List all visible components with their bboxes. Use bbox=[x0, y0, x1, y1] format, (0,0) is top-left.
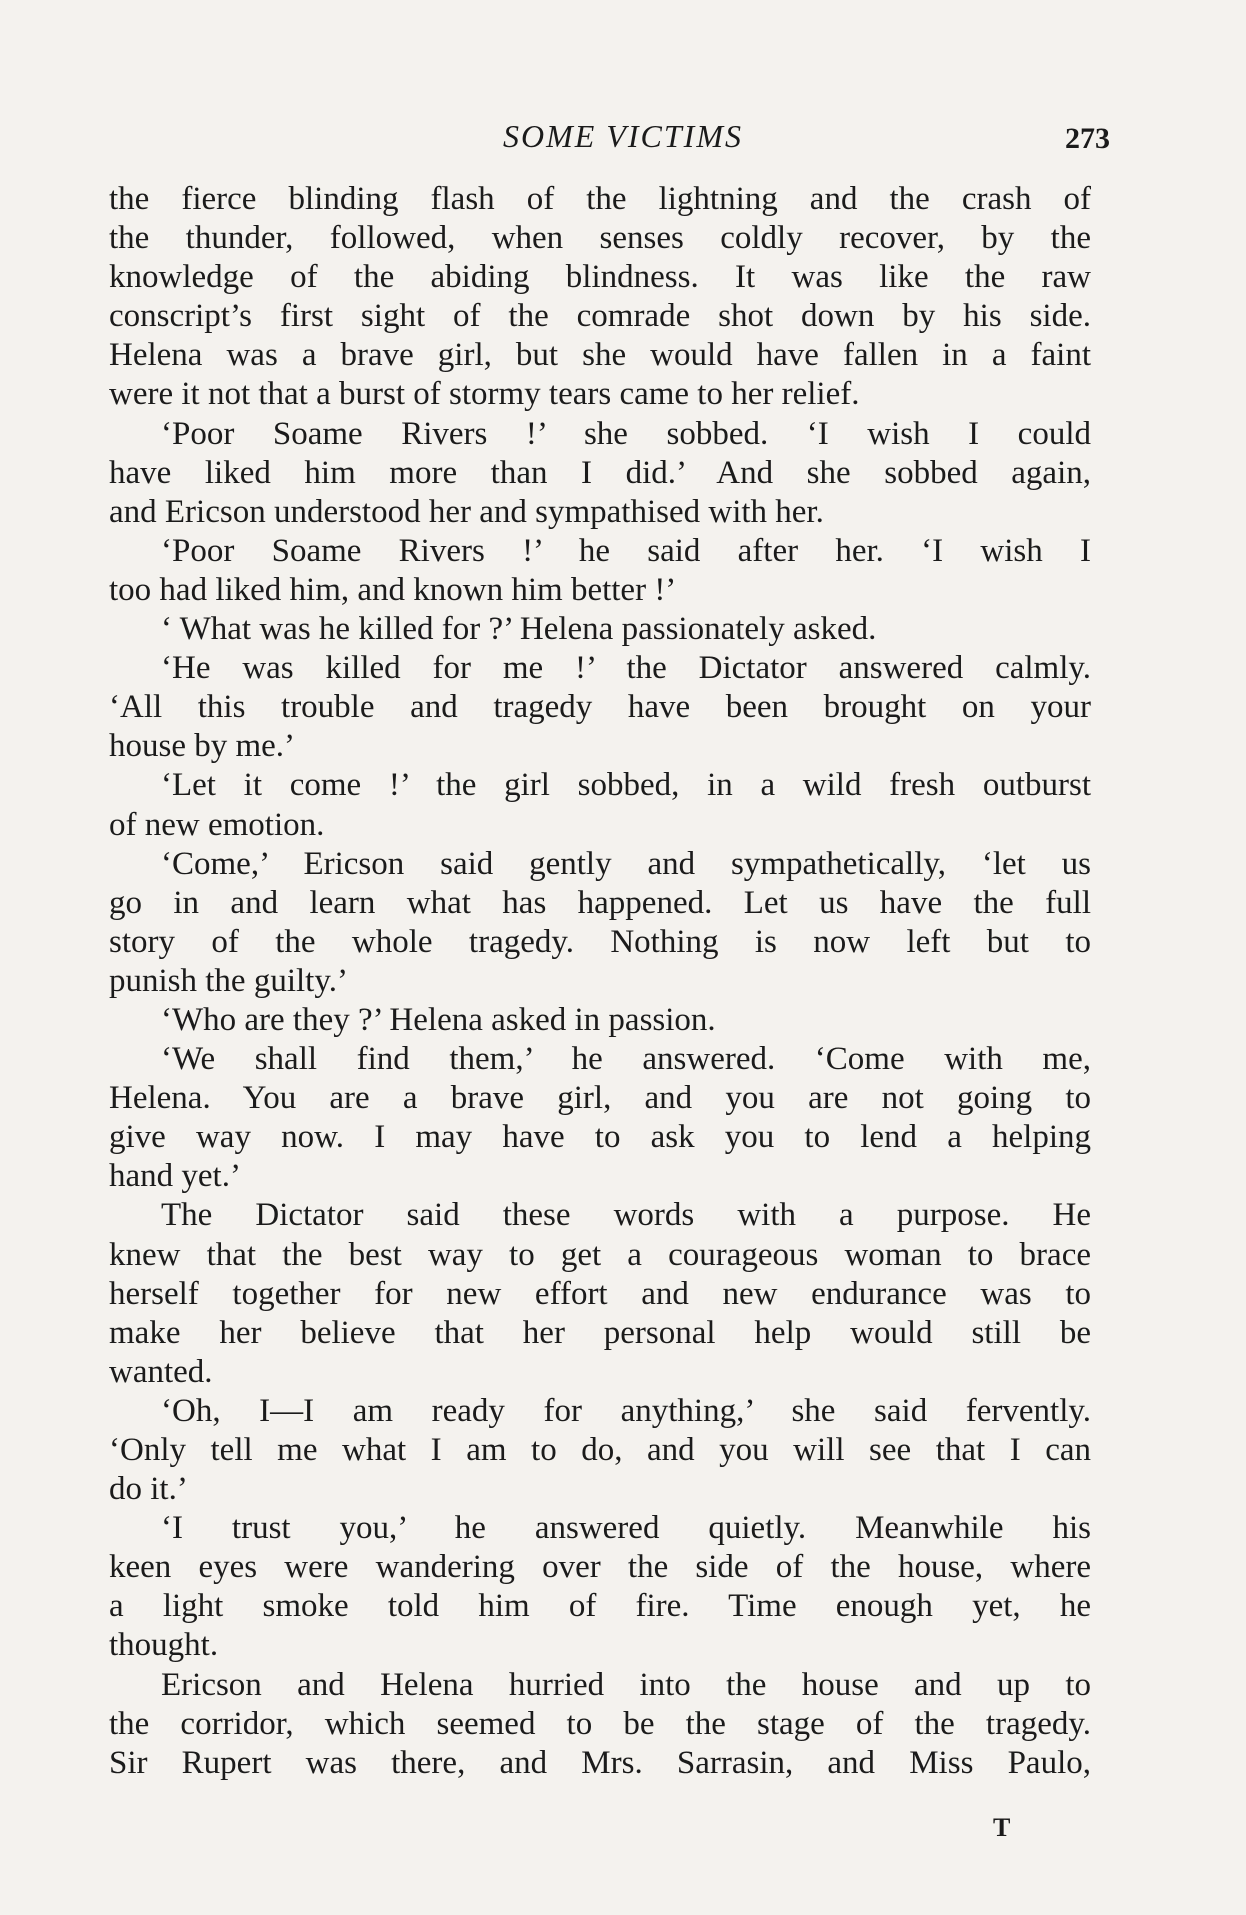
text-line: thought. bbox=[109, 1627, 219, 1664]
text-line: house by me.’ bbox=[109, 728, 296, 765]
text-line: do it.’ bbox=[109, 1471, 188, 1508]
page-header bbox=[0, 118, 1246, 158]
text-line: and Ericson understood her and sympathised with her. bbox=[109, 493, 824, 530]
text-line: Ericson and Helena hurried into the house and up to bbox=[161, 1666, 1091, 1703]
text-line: Helena was a brave girl, but she would have fallen in a faint bbox=[109, 337, 1091, 374]
text-line: too had liked him, and known him better !’ bbox=[109, 571, 677, 608]
text-line: ‘ What was he killed for ?’ Helena passionately asked. bbox=[161, 611, 877, 648]
text-line: ‘Poor Soame Rivers !’ he said after her. ‘I wish I bbox=[161, 532, 1091, 569]
text-line: knew that the best way to get a courageous woman to brace bbox=[109, 1236, 1091, 1273]
text-line: ‘Let it come !’ the girl sobbed, in a wild fresh outburst bbox=[161, 767, 1091, 804]
body-text bbox=[109, 180, 1091, 1783]
text-line: punish the guilty.’ bbox=[109, 962, 348, 999]
text-line: make her believe that her personal help would still be bbox=[109, 1314, 1091, 1351]
text-line: were it not that a burst of stormy tears came to her relief. bbox=[109, 376, 860, 413]
text-line: herself together for new effort and new endurance was to bbox=[109, 1275, 1091, 1312]
text-line: conscript’s first sight of the comrade shot down by his side. bbox=[109, 298, 1091, 335]
text-line: ‘Oh, I—I am ready for anything,’ she said fervently. bbox=[161, 1392, 1091, 1429]
text-line: a light smoke told him of fire. Time enough yet, he bbox=[109, 1588, 1091, 1625]
page-number: 273 bbox=[1065, 122, 1110, 155]
text-line: The Dictator said these words with a purpose. He bbox=[161, 1197, 1091, 1234]
text-line: the fierce blinding flash of the lightning and the crash of bbox=[109, 181, 1091, 217]
text-line: Sir Rupert was there, and Mrs. Sarrasin, and Miss Paulo, bbox=[109, 1744, 1091, 1781]
text-line: ‘He was killed for me !’ the Dictator answered calmly. bbox=[161, 650, 1091, 687]
text-line: ‘I trust you,’ he answered quietly. Meanwhile his bbox=[161, 1510, 1091, 1547]
running-title: SOME VICTIMS bbox=[503, 118, 743, 154]
text-line: have liked him more than I did.’ And she sobbed again, bbox=[109, 454, 1091, 491]
text-line: ‘We shall find them,’ he answered. ‘Come with me, bbox=[161, 1041, 1091, 1078]
text-line: ‘Poor Soame Rivers !’ she sobbed. ‘I wish I could bbox=[161, 415, 1091, 452]
text-line: the thunder, followed, when senses coldly recover, by the bbox=[109, 220, 1091, 257]
text-line: the corridor, which seemed to be the stage of the tragedy. bbox=[109, 1705, 1091, 1742]
text-line: give way now. I may have to ask you to lend a helping bbox=[109, 1119, 1091, 1156]
text-line: ‘Come,’ Ericson said gently and sympathetically, ‘let us bbox=[161, 845, 1091, 882]
text-line: ‘All this trouble and tragedy have been brought on your bbox=[109, 689, 1091, 726]
text-line: hand yet.’ bbox=[109, 1158, 241, 1195]
text-line: of new emotion. bbox=[109, 806, 325, 843]
text-line: story of the whole tragedy. Nothing is now left but to bbox=[109, 923, 1091, 960]
text-line: ‘Only tell me what I am to do, and you will see that I can bbox=[109, 1432, 1091, 1468]
text-line: Helena. You are a brave girl, and you are not going to bbox=[109, 1080, 1091, 1117]
signature-mark: T bbox=[993, 1813, 1011, 1842]
text-line: wanted. bbox=[109, 1353, 213, 1390]
text-line: go in and learn what has happened. Let us have the full bbox=[109, 884, 1091, 921]
text-line: ‘Who are they ?’ Helena asked in passion. bbox=[161, 1001, 716, 1038]
text-line: keen eyes were wandering over the side of the house, where bbox=[109, 1549, 1091, 1586]
text-line: knowledge of the abiding blindness. It was like the raw bbox=[109, 259, 1091, 296]
